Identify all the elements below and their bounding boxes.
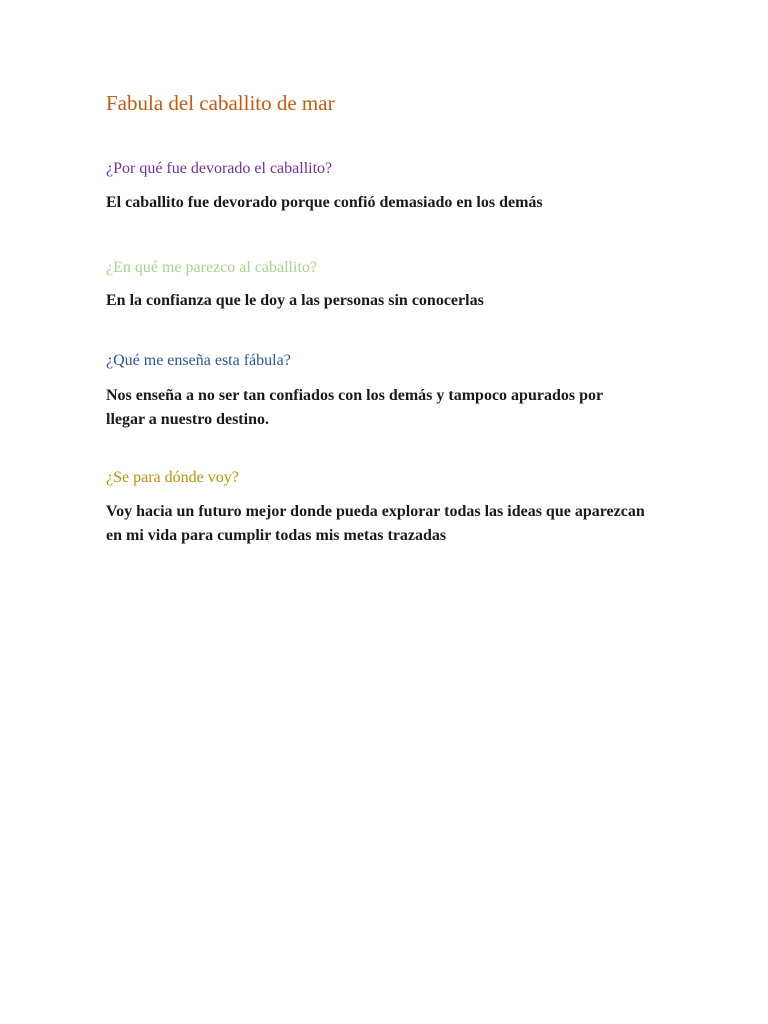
answer-4-line-2: en mi vida para cumplir todas mis metas trazadas [106, 527, 447, 544]
answer-1-line-1: El caballito fue devorado porque confió demasiado en los demás [106, 194, 543, 211]
answer-3 [106, 384, 686, 432]
question-2: ¿En qué me parezco al caballito? [106, 259, 317, 276]
question-3: ¿Qué me enseña esta fábula? [106, 352, 291, 369]
question-1: ¿Por qué fue devorado el caballito? [106, 160, 333, 177]
answer-3-line-1: Nos enseña a no ser tan confiados con los demás y tampoco apurados por [106, 387, 604, 404]
answer-1 [106, 191, 686, 215]
answer-4 [106, 500, 686, 548]
document-title: Fabula del caballito de mar [106, 91, 335, 115]
answer-4-line-1: Voy hacia un futuro mejor donde pueda explorar todas las ideas que aparezcan [106, 503, 645, 520]
answer-3-line-2: llegar a nuestro destino. [106, 411, 269, 428]
question-4: ¿Se para dónde voy? [106, 469, 239, 486]
answer-2-line-1: En la confianza que le doy a las personas sin conocerlas [106, 292, 484, 309]
answer-2 [106, 289, 686, 313]
